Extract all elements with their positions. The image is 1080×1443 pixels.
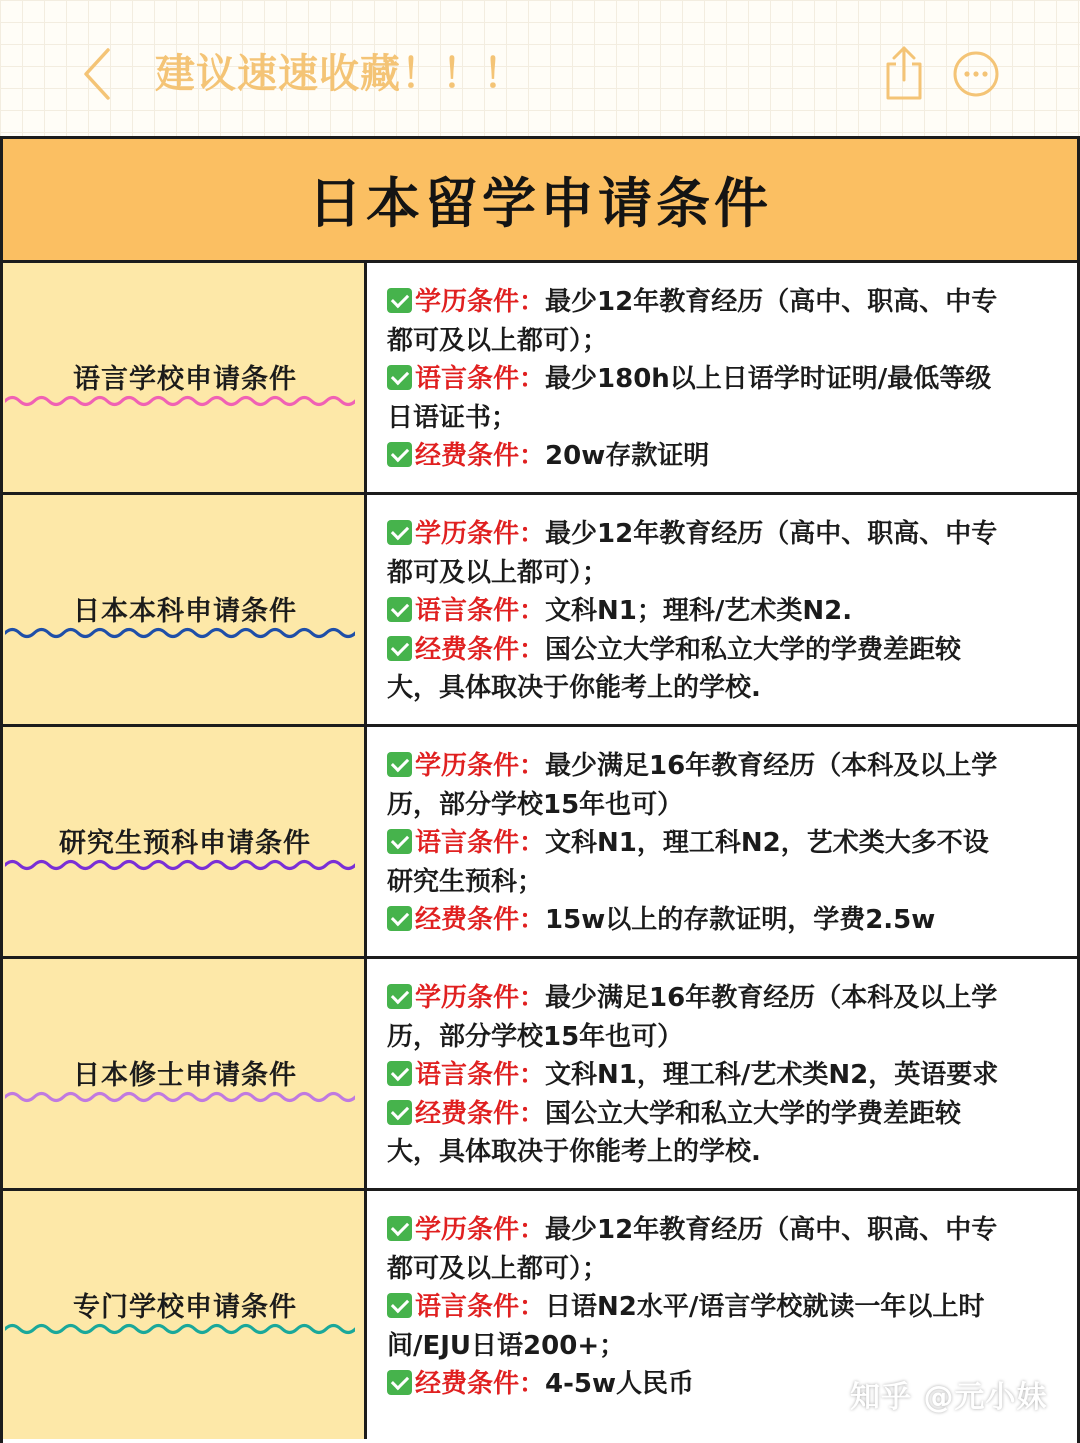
- row-label-cell: [3, 1191, 367, 1439]
- condition-key: 学历条件：: [415, 983, 546, 1013]
- condition-key: 语言条件：: [415, 596, 546, 626]
- condition-text: 4-5w人民币: [545, 1369, 695, 1399]
- table-row: [3, 959, 1077, 1191]
- table-row: [3, 495, 1077, 727]
- condition-key: 经费条件：: [415, 1098, 546, 1129]
- condition-key: 学历条件：: [415, 1215, 546, 1245]
- check-box-icon: [387, 1061, 412, 1086]
- row-label: 日本本科申请条件: [73, 596, 297, 627]
- row-details-cell: [367, 263, 1077, 492]
- condition-key: 经费条件：: [415, 441, 546, 471]
- check-box-icon: [387, 442, 412, 467]
- chevron-left-icon: [78, 46, 118, 102]
- more-button[interactable]: [952, 50, 1000, 98]
- detail-line: [387, 863, 1047, 902]
- condition-text: 国公立大学和私立大学的学费差距较: [545, 634, 962, 665]
- condition-text: 最少180h以上日语学时证明/最低等级: [545, 364, 992, 394]
- detail-line: [387, 1211, 1047, 1250]
- wavy-underline: [5, 625, 355, 641]
- row-label: 日本修士申请条件: [73, 1060, 297, 1091]
- row-label-cell: [3, 263, 367, 492]
- page-title: 建议速速收藏！！！: [155, 51, 524, 97]
- detail-line: [387, 1133, 1047, 1172]
- detail-line: [387, 1095, 1047, 1134]
- detail-line: [387, 554, 1047, 593]
- wavy-underline: [5, 1089, 355, 1105]
- wavy-underline: [5, 393, 355, 409]
- table-title: 日本留学申请条件: [3, 139, 1077, 263]
- detail-line: [387, 399, 1047, 438]
- condition-key: 经费条件：: [415, 905, 546, 935]
- detail-line: [387, 786, 1047, 825]
- check-box-icon: [387, 1216, 412, 1241]
- detail-line: [387, 979, 1047, 1018]
- row-label-cell: [3, 959, 367, 1188]
- detail-line: [387, 669, 1047, 708]
- detail-line: [387, 283, 1047, 322]
- check-box-icon: [387, 636, 412, 661]
- condition-text: 最少12年教育经历（高中、职高、中专: [545, 1215, 998, 1245]
- row-label-cell: [3, 727, 367, 956]
- condition-key: 语言条件：: [415, 1292, 546, 1322]
- condition-key: 经费条件：: [415, 634, 546, 665]
- condition-text: 日语N2水平/语言学校就读一年以上时: [545, 1292, 985, 1322]
- detail-line: [387, 515, 1047, 554]
- table-row: [3, 727, 1077, 959]
- condition-text: 国公立大学和私立大学的学费差距较: [545, 1098, 962, 1129]
- detail-line: [387, 322, 1047, 361]
- condition-text: 大，具体取决于你能考上的学校.: [387, 673, 761, 703]
- condition-key: 学历条件：: [415, 287, 546, 317]
- back-button[interactable]: [78, 46, 118, 102]
- watermark: 知乎 @元小妹: [850, 1380, 1048, 1415]
- requirements-table: [0, 136, 1080, 1443]
- condition-text: 最少12年教育经历（高中、职高、中专: [545, 519, 998, 549]
- check-box-icon: [387, 1293, 412, 1318]
- check-box-icon: [387, 752, 412, 777]
- check-box-icon: [387, 1370, 412, 1395]
- condition-key: 学历条件：: [415, 519, 546, 549]
- detail-line: [387, 1250, 1047, 1289]
- row-label-cell: [3, 495, 367, 724]
- condition-text: 文科N1，理工科N2，艺术类大多不设: [545, 828, 989, 858]
- row-label: 专门学校申请条件: [73, 1292, 297, 1323]
- condition-text: 历，部分学校15年也可）: [387, 789, 684, 820]
- detail-line: [387, 437, 1047, 476]
- condition-text: 20w存款证明: [545, 441, 710, 471]
- check-box-icon: [387, 288, 412, 313]
- condition-text: 文科N1；理科/艺术类N2.: [545, 596, 853, 626]
- check-box-icon: [387, 984, 412, 1009]
- condition-key: 经费条件：: [415, 1369, 546, 1399]
- row-details-cell: [367, 727, 1077, 956]
- detail-line: [387, 360, 1047, 399]
- detail-line: [387, 824, 1047, 863]
- condition-text: 日语证书；: [387, 402, 518, 433]
- condition-text: 文科N1，理工科/艺术类N2，英语要求: [545, 1060, 999, 1090]
- detail-line: [387, 747, 1047, 786]
- condition-text: 15w以上的存款证明，学费2.5w: [545, 905, 936, 935]
- more-icon: [952, 50, 1000, 98]
- detail-line: [387, 631, 1047, 670]
- detail-line: [387, 592, 1047, 631]
- row-details-cell: [367, 495, 1077, 724]
- condition-text: 都可及以上都可）；: [387, 325, 609, 356]
- condition-key: 学历条件：: [415, 751, 546, 781]
- share-button[interactable]: [880, 44, 928, 102]
- condition-text: 都可及以上都可）；: [387, 1253, 609, 1284]
- check-box-icon: [387, 365, 412, 390]
- condition-key: 语言条件：: [415, 364, 546, 394]
- row-details-cell: [367, 959, 1077, 1188]
- condition-text: 最少满足16年教育经历（本科及以上学: [545, 983, 998, 1013]
- check-box-icon: [387, 597, 412, 622]
- check-box-icon: [387, 1100, 412, 1125]
- condition-text: 历，部分学校15年也可）: [387, 1021, 684, 1052]
- detail-line: [387, 1288, 1047, 1327]
- condition-text: 研究生预科；: [387, 866, 544, 897]
- row-label: 研究生预科申请条件: [59, 828, 311, 859]
- detail-line: [387, 901, 1047, 940]
- detail-line: [387, 1056, 1047, 1095]
- condition-key: 语言条件：: [415, 828, 546, 858]
- condition-text: 间/EJU日语200+；: [387, 1330, 626, 1361]
- check-box-icon: [387, 906, 412, 931]
- table-row: [3, 263, 1077, 495]
- top-bar: [0, 0, 1080, 136]
- row-label: 语言学校申请条件: [73, 364, 297, 395]
- table-body: [3, 263, 1077, 1439]
- wavy-underline: [5, 857, 355, 873]
- check-box-icon: [387, 829, 412, 854]
- detail-line: [387, 1018, 1047, 1057]
- check-box-icon: [387, 520, 412, 545]
- condition-text: 最少满足16年教育经历（本科及以上学: [545, 751, 998, 781]
- condition-text: 都可及以上都可）；: [387, 557, 609, 588]
- condition-text: 最少12年教育经历（高中、职高、中专: [545, 287, 998, 317]
- share-icon: [880, 44, 928, 102]
- wavy-underline: [5, 1321, 355, 1337]
- detail-line: [387, 1327, 1047, 1366]
- condition-key: 语言条件：: [415, 1060, 546, 1090]
- condition-text: 大，具体取决于你能考上的学校.: [387, 1137, 761, 1167]
